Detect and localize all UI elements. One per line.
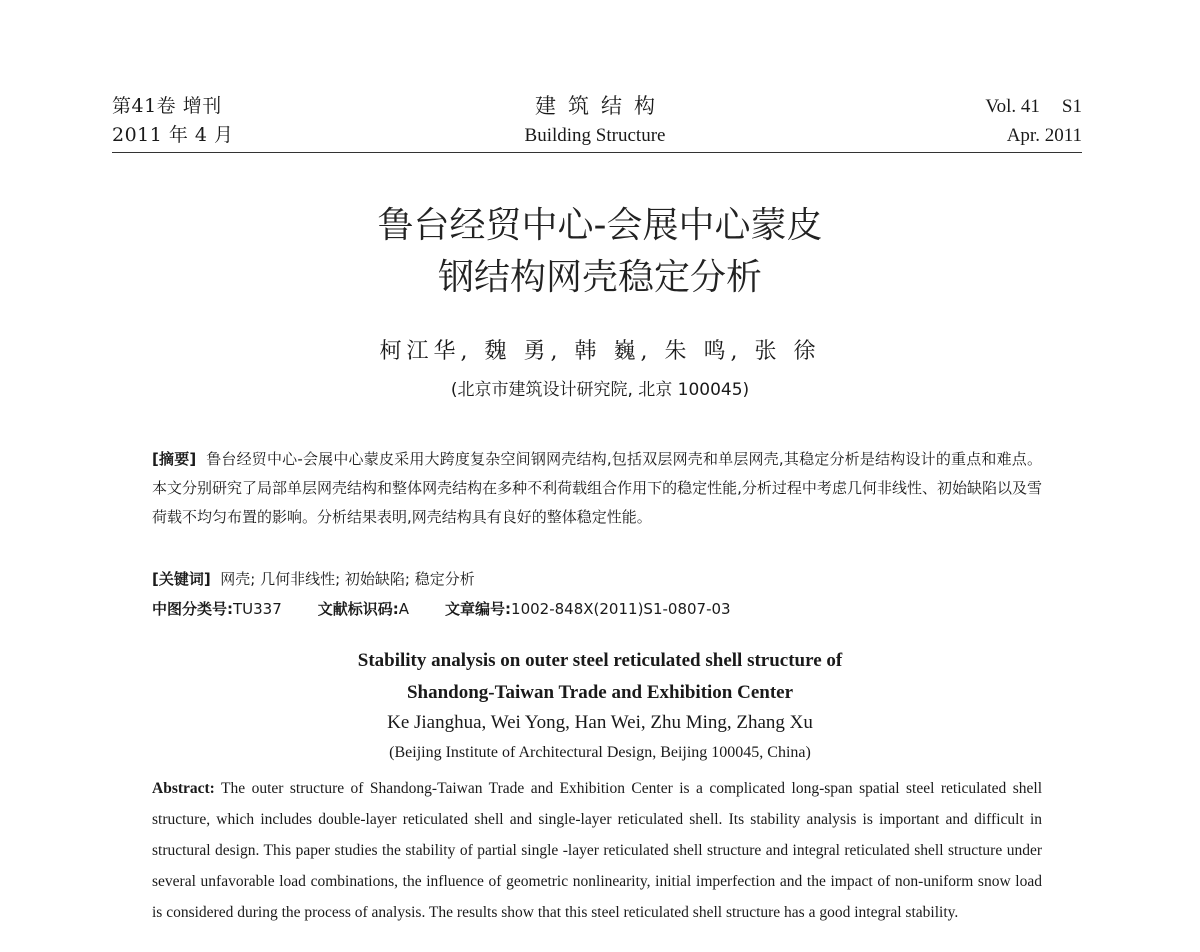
document-code: 文献标识码:A [317,600,410,618]
journal-volume-info [985,92,1082,150]
volume-supplement-cn: 第41卷 增刊 [112,95,222,117]
abstract-cn-label: [摘要] [152,450,197,468]
abstract-cn-text: 鲁台经贸中心-会展中心蒙皮采用大跨度复杂空间钢网壳结构,包括双层网壳和单层网壳,其稳定分析是结构设计的重点和难点。本文分别研究了局部单层网壳结构和整体网壳结构在多种不利荷载组合作用下的稳定性能,分析过程中考虑几何非线性、初始缺陷以及雪荷载不均匀布置的影响。分析结果表明,网壳结构具有良好的整体稳定性能。 [152,450,1042,526]
article-number: 文章编号:1002-848X(2011)S1-0807-03 [445,600,731,618]
classification-line [152,596,1042,622]
paper-title-en-line1: Stability analysis on outer steel reticulated shell structure of [357,650,843,671]
affiliation-cn: (北京市建筑设计研究院, 北京 100045) [450,380,750,400]
journal-name-en: Building Structure [524,125,666,146]
abstract-en-text: The outer structure of Shandong-Taiwan Trade and Exhibition Center is a complicated long-span spatial steel reticulated shell structure, which includes double-layer reticulated shell and single-layer reticulated shell. Its stability analysis is important and difficult in structural design. This paper studies the stability of partial single -layer reticulated shell structure and integral reticulated shell structure under several unfavorable load combinations, the influence of geometric nonlinearity, initial imperfection and the impact of non-uniform snow load is considered during the process of analysis. The results show that this steel reticulated shell structure has a good integral stability. [152,780,1042,921]
journal-issue-info [112,92,234,150]
paper-title-cn-line2: 钢结构网壳稳定分析 [437,257,762,298]
keywords-cn-label: [关键词] [152,570,211,588]
authors-en: Ke Jianghua, Wei Yong, Han Wei, Zhu Ming, Zhang Xu [387,712,813,733]
issue-date-en: Apr. 2011 [1006,125,1082,146]
journal-name-cn: 建筑结构 [535,94,667,118]
header-rule [112,152,1082,153]
abstract-en-label: Abstract: [152,780,215,797]
paper-title-cn-line1: 鲁台经贸中心-会展中心蒙皮 [377,205,823,246]
abstract-en [152,773,1042,928]
paper-title-en-line2: Shandong-Taiwan Trade and Exhibition Center [406,682,794,703]
abstract-cn [152,445,1042,532]
supplement-number: S1 [1061,96,1082,117]
paper-title-cn [200,200,1000,304]
keywords-cn [152,566,1042,592]
journal-name [430,92,760,150]
volume-number: Vol. 41 [985,96,1040,117]
volume-line [985,92,1082,121]
clc-number: 中图分类号:TU337 [152,600,282,618]
keywords-cn-text: 网壳; 几何非线性; 初始缺陷; 稳定分析 [220,570,475,588]
authors-cn: 柯江华, 魏 勇, 韩 巍, 朱 鸣, 张 徐 [379,339,821,364]
issue-date-cn: 2011 年 4 月 [112,124,234,146]
paper-title-en [200,645,1000,709]
affiliation-en: (Beijing Institute of Architectural Design, Beijing 100045, China) [389,744,811,761]
